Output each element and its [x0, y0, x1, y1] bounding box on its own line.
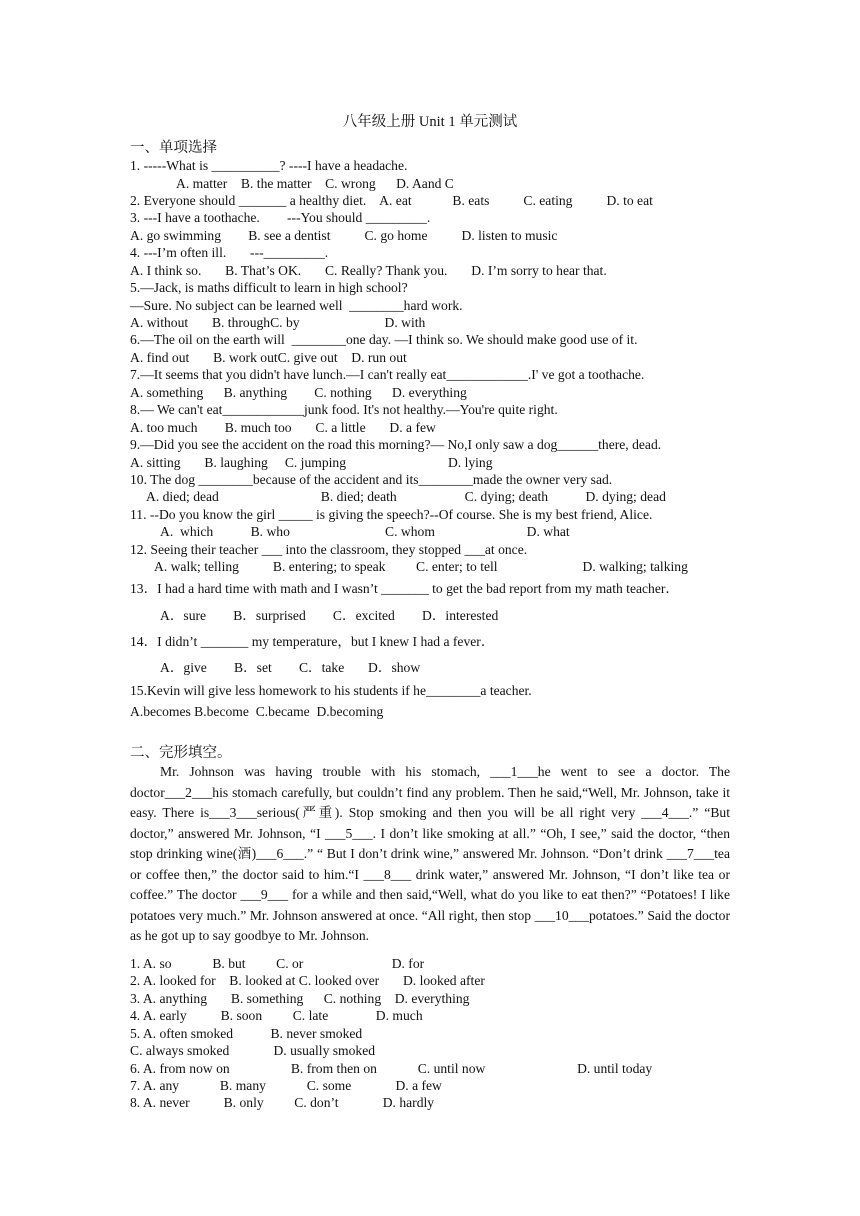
cloze-option-line: C. always smoked D. usually smoked: [130, 1043, 376, 1058]
options-line: A. I think so. B. That’s OK. C. Really? Thank you. D. I’m sorry to hear that.: [130, 263, 607, 278]
cloze-option-line: 4. A. early B. soon C. late D. much: [130, 1008, 423, 1023]
question-line: 4. ---I’m often ill. ---_________.: [130, 245, 329, 260]
question-line: 8.— We can't eat____________junk food. It's not healthy.—You're quite right.: [130, 402, 558, 417]
cloze-option-line: 3. A. anything B. something C. nothing D. everything: [130, 991, 470, 1006]
section-heading-multiple-choice: 一、单项选择: [130, 140, 217, 156]
options-line: A. walk; telling B. entering; to speak C. enter; to tell D. walking; talking: [154, 559, 688, 574]
question-line: 1. -----What is __________? ----I have a headache.: [130, 158, 408, 173]
cloze-option-line: 1. A. so B. but C. or D. for: [130, 956, 425, 971]
options-line: A. too much B. much too C. a little D. a few: [130, 420, 436, 435]
options-line: A．sure B．surprised C．excited D．interested: [160, 608, 499, 623]
options-line: A.becomes B.become C.became D.becoming: [130, 704, 384, 719]
section-heading-cloze: 二、完形填空。: [130, 745, 232, 761]
options-line: A. without B. throughC. by D. with: [130, 315, 426, 330]
options-line: A. matter B. the matter C. wrong D. Aand C: [176, 176, 454, 191]
question-line: 6.—The oil on the earth will ________one day. —I think so. We should make good use of it.: [130, 332, 638, 347]
question-line: 10. The dog ________because of the accident and its________made the owner very sad.: [130, 472, 613, 487]
document-title: 八年级上册 Unit 1 单元测试: [342, 114, 518, 130]
options-line: A. sitting B. laughing C. jumping D. lying: [130, 455, 493, 470]
question-line: 15.Kevin will give less homework to his students if he________a teacher.: [130, 683, 532, 698]
question-line: 13．I had a hard time with math and I wasn’t _______ to get the bad report from my math teacher．: [130, 581, 680, 596]
question-line: 5.—Jack, is maths difficult to learn in high school?: [130, 280, 408, 295]
question-line: 7.—It seems that you didn't have lunch.—I can't really eat____________.I' ve got a toothache.: [130, 367, 645, 382]
question-line: 14．I didn’t _______ my temperature，but I knew I had a fever．: [130, 634, 495, 649]
question-line: 12. Seeing their teacher ___ into the classroom, they stopped ___at once.: [130, 542, 528, 557]
cloze-passage: Mr. Johnson was having trouble with his stomach, ___1___he went to see a doctor. The doctor___2___his stomach carefully, but couldn’t find any problem. Then he said,“Well, Mr. Johnson, take it easy. There is___3___serious(严重). Stop smoking and then you will be all right very ___4___.” “But doctor,” answered Mr. Johnson, “I ___5___. I don’t like smoking at all.” “Oh, I see,” said the doctor, “then stop drinking wine(酒)___6___.” “ But I don’t drink wine,” answered Mr. Johnson. “Don’t drink ___7___tea or coffee then,” the doctor said to him.“I ___8___ drink water,” answered Mr. Johnson, “I don’t like tea or coffee.” The doctor ___9___ for a while and then said,“Well, what do you like to eat then?” “Potatoes! I like potatoes very much.” Mr. Johnson answered at once. “All right, then stop ___10___potatoes.” Said the doctor as he got up to say goodbye to Mr. Johnson.: [130, 764, 730, 943]
cloze-option-line: 7. A. any B. many C. some D. a few: [130, 1078, 442, 1093]
question-line: 2. Everyone should _______ a healthy diet. A. eat B. eats C. eating D. to eat: [130, 193, 653, 208]
options-line: A. died; dead B. died; death C. dying; death D. dying; dead: [146, 489, 666, 504]
question-line: 9.—Did you see the accident on the road this morning?— No,I only saw a dog______there, dead.: [130, 437, 662, 452]
question-line: 3. ---I have a toothache. ---You should _________.: [130, 210, 431, 225]
options-line: A. something B. anything C. nothing D. everything: [130, 385, 467, 400]
question-line: 11. --Do you know the girl _____ is giving the speech?--Of course. She is my best friend, Alice.: [130, 507, 653, 522]
options-line: A. which B. who C. whom D. what: [160, 524, 570, 539]
options-line: A．give B．set C．take D．show: [160, 660, 421, 675]
cloze-option-line: 2. A. looked for B. looked at C. looked over D. looked after: [130, 973, 485, 988]
options-line: A. find out B. work outC. give out D. run out: [130, 350, 407, 365]
question-line: —Sure. No subject can be learned well ________hard work.: [130, 298, 463, 313]
cloze-option-line: 8. A. never B. only C. don’t D. hardly: [130, 1095, 435, 1110]
cloze-option-line: 5. A. often smoked B. never smoked: [130, 1026, 363, 1041]
cloze-option-line: 6. A. from now on B. from then on C. until now D. until today: [130, 1061, 653, 1076]
options-line: A. go swimming B. see a dentist C. go home D. listen to music: [130, 228, 558, 243]
